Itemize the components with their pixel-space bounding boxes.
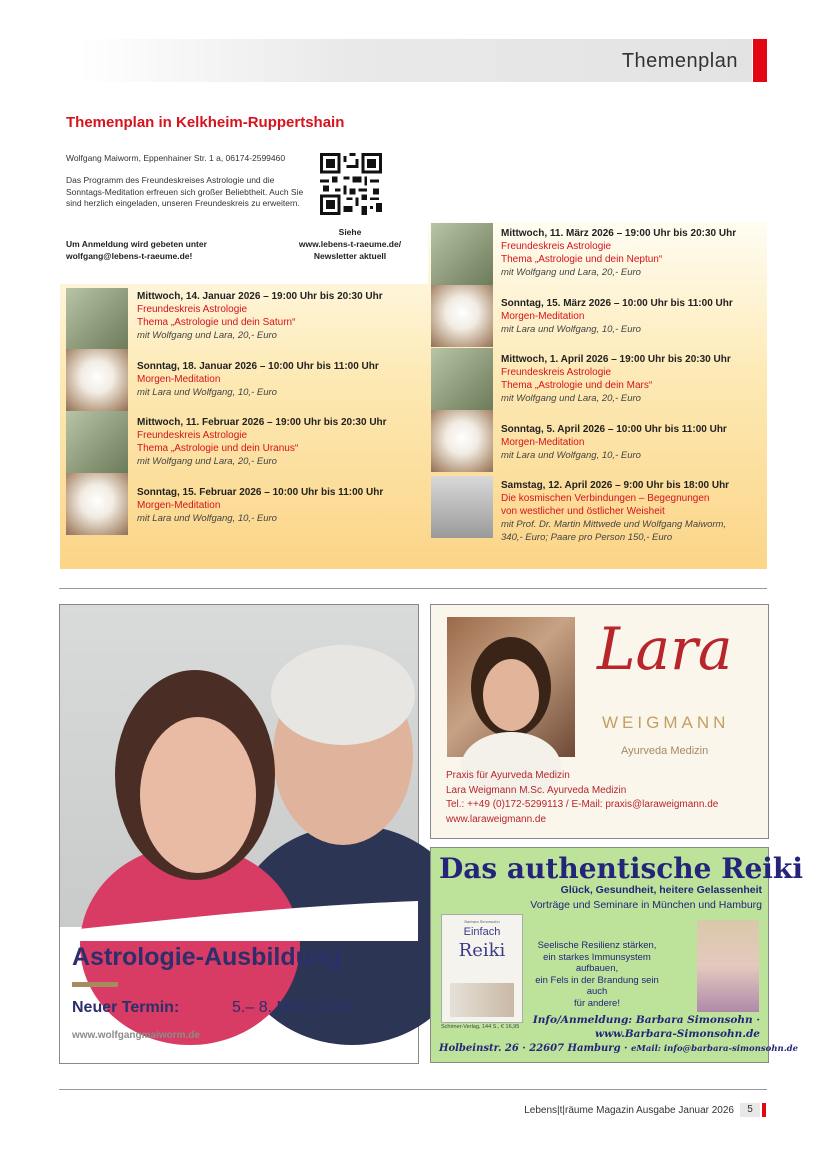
event-item (137, 290, 437, 342)
couple-photo (431, 223, 493, 285)
flower-photo (431, 410, 493, 472)
ad-astrology[interactable] (59, 604, 419, 1064)
couple-photo (66, 411, 128, 473)
newsletter-note (283, 226, 417, 262)
reiki-message-line: ein Fels in der Brandung sein auch (535, 974, 659, 997)
header-accent (753, 39, 767, 82)
event-host: mit Wolfgang und Lara, 20,- Euro (501, 393, 641, 404)
event-item (137, 416, 437, 468)
lara-contact-line[interactable]: Tel.: ++49 (0)172-5299113 / E-Mail: praxis@laraweigmann.de (446, 799, 719, 810)
ad-url[interactable]: www.wolfgangmaiworm.de (72, 1030, 200, 1041)
event-title: Morgen-Meditation (501, 437, 585, 448)
page-number: 5 (740, 1103, 760, 1117)
event-title: Morgen-Meditation (137, 500, 221, 511)
registration-email[interactable]: wolfgang@lebens-t-raeume.de! (66, 251, 193, 261)
reiki-message-line: ein starkes Immunsystem aufbauen, (543, 951, 651, 974)
footer-accent (762, 1103, 766, 1117)
flower-photo (66, 473, 128, 535)
event-item (501, 423, 801, 462)
section-title: Themenplan in Kelkheim-Ruppertshain (66, 114, 345, 131)
reiki-info (533, 1014, 760, 1041)
reiki-message (527, 940, 667, 1009)
ad-title: Astrologie-Ausbildung (72, 943, 342, 971)
ad-label: Neuer Termin: (72, 999, 180, 1016)
lara-line: Lara Weigmann M.Sc. Ayurveda Medizin (446, 784, 627, 796)
reiki-website-link[interactable]: www.Barbara-Simonsohn.de (595, 1027, 760, 1040)
event-title: Die kosmischen Verbindungen – Begegnungen (501, 493, 710, 504)
divider (59, 588, 767, 589)
book-cover (441, 914, 523, 1023)
event-title: Freundeskreis Astrologie (501, 367, 612, 378)
event-date: Mittwoch, 11. März 2026 – 19:00 Uhr bis 20:30 Uhr (501, 228, 737, 239)
event-title: Freundeskreis Astrologie (137, 304, 248, 315)
lara-contact (446, 769, 718, 827)
portrait-photo (60, 605, 418, 927)
event-host: mit Lara und Wolfgang, 10,- Euro (137, 513, 277, 524)
newsletter-url[interactable]: www.lebens-t-raeume.de/ (298, 239, 402, 249)
event-host: mit Prof. Dr. Martin Mittwede und Wolfgang Maiworm, (501, 519, 727, 530)
event-item (137, 360, 437, 399)
header-title: Themenplan (621, 50, 738, 72)
event-date: Sonntag, 15. Februar 2026 – 10:00 Uhr bis 11:00 Uhr (137, 487, 384, 498)
event-item (501, 227, 801, 279)
portrait-illustration (60, 605, 418, 927)
reiki-address (439, 1043, 798, 1054)
white-wave (60, 901, 418, 941)
lara-tagline: Ayurveda Medizin (621, 745, 709, 757)
couple-photo (431, 348, 493, 410)
event-host: mit Wolfgang und Lara, 20,- Euro (137, 456, 277, 467)
event-host: mit Wolfgang und Lara, 20,- Euro (137, 330, 277, 341)
event-item (137, 486, 437, 525)
reiki-message-line: für andere! (574, 997, 620, 1009)
reiki-title: Das authentische Reiki (439, 852, 803, 885)
event-price: 340,- Euro; Paare pro Person 150,- Euro (501, 532, 673, 543)
book-price: Schirner-Verlag, 144 S., € 16,95 (441, 1024, 520, 1030)
event-title: Freundeskreis Astrologie (137, 430, 248, 441)
speakers-photo (431, 476, 493, 538)
event-host: mit Wolfgang und Lara, 20,- Euro (501, 267, 641, 278)
book-title-1: Einfach (463, 926, 501, 938)
divider (59, 1089, 767, 1090)
lara-photo (447, 617, 575, 757)
book-author: Barbara Simonsohn (464, 919, 500, 924)
intro-text: Das Programm des Freundeskreises Astrologie und die Sonntags-Meditation erfreuen sich großer Beliebtheit. Auch Sie sind herzlich eingeladen, unseren Freundeskreis zu erweitern. (66, 175, 304, 208)
ad-date: 5.– 8. März 2026 (232, 999, 353, 1016)
event-date: Mittwoch, 1. April 2026 – 19:00 Uhr bis 20:30 Uhr (501, 354, 731, 365)
lara-website-link[interactable]: www.laraweigmann.de (446, 813, 547, 825)
newsletter-label: Newsletter aktuell (313, 251, 387, 261)
event-title: Morgen-Meditation (137, 374, 221, 385)
event-title: Morgen-Meditation (501, 311, 585, 322)
reiki-street: Holbeinstr. 26 · 22607 Hamburg · (439, 1043, 628, 1054)
event-host: mit Lara und Wolfgang, 10,- Euro (137, 387, 277, 398)
footer-text: Lebens|t|räume Magazin Ausgabe Januar 2026 (524, 1105, 734, 1116)
event-date: Mittwoch, 11. Februar 2026 – 19:00 Uhr bis 20:30 Uhr (137, 417, 387, 428)
event-date: Mittwoch, 14. Januar 2026 – 19:00 Uhr bis 20:30 Uhr (137, 291, 383, 302)
lara-illustration (447, 617, 575, 757)
reiki-message-line: Seelische Resilienz stärken, (537, 940, 657, 951)
event-topic: von westlicher und östlicher Weisheit (501, 506, 665, 517)
couple-photo (66, 288, 128, 350)
lara-logo: Lara (597, 615, 733, 683)
book-image (450, 983, 514, 1017)
reiki-subtitle: Glück, Gesundheit, heitere Gelassenheit (560, 884, 762, 896)
event-topic: Thema „Astrologie und dein Uranus“ (137, 443, 299, 454)
reiki-subtitle-2: Vorträge und Seminare in München und Hamburg (530, 899, 762, 911)
event-date: Sonntag, 15. März 2026 – 10:00 Uhr bis 11:00 Uhr (501, 298, 733, 309)
flower-photo (431, 285, 493, 347)
qr-code-icon[interactable] (320, 153, 382, 215)
newsletter-see: Siehe (338, 227, 362, 237)
lara-line: Praxis für Ayurveda Medizin (446, 770, 570, 781)
flower-photo (66, 349, 128, 411)
event-date: Samstag, 12. April 2026 – 9:00 Uhr bis 18:00 Uhr (501, 480, 730, 491)
event-topic: Thema „Astrologie und dein Saturn“ (137, 317, 296, 328)
event-topic: Thema „Astrologie und dein Neptun“ (501, 254, 663, 265)
reiki-info-line: Info/Anmeldung: Barbara Simonsohn · (532, 1014, 760, 1026)
lara-surname: WEIGMANN (602, 713, 730, 732)
barbara-photo (697, 920, 759, 1012)
registration-note (66, 238, 296, 262)
title-underline (72, 982, 118, 987)
registration-line: Um Anmeldung wird gebeten unter (66, 239, 207, 249)
event-title: Freundeskreis Astrologie (501, 241, 612, 252)
event-topic: Thema „Astrologie und dein Mars“ (501, 380, 653, 391)
event-item (501, 479, 763, 544)
event-date: Sonntag, 18. Januar 2026 – 10:00 Uhr bis 11:00 Uhr (137, 361, 379, 372)
event-item (501, 297, 801, 336)
event-host: mit Lara und Wolfgang, 10,- Euro (501, 324, 641, 335)
event-date: Sonntag, 5. April 2026 – 10:00 Uhr bis 11:00 Uhr (501, 424, 727, 435)
event-host: mit Lara und Wolfgang, 10,- Euro (501, 450, 641, 461)
ad-reiki[interactable] (430, 847, 803, 1063)
book-title-2: Reiki (458, 940, 506, 961)
event-item (501, 353, 801, 405)
reiki-email[interactable]: eMail: info@barbara-simonsohn.de (631, 1044, 799, 1054)
ad-lara-weigmann[interactable] (430, 604, 769, 839)
address-line: Wolfgang Maiworm, Eppenhainer Str. 1 a, 06174-2599460 (66, 153, 286, 163)
